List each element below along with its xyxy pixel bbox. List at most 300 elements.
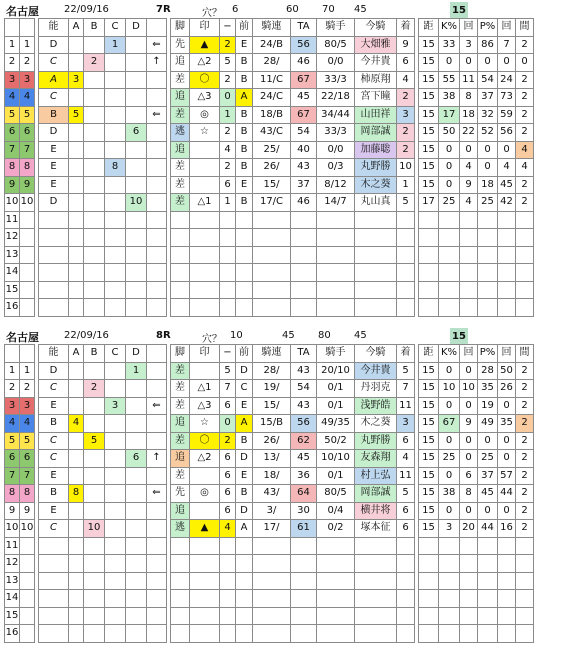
finish-cell	[397, 572, 415, 590]
horse-number-cell: 7	[20, 141, 35, 159]
rank-b-cell: 10	[84, 520, 105, 538]
header-cell-rank-a: A	[69, 19, 84, 37]
ta-score-cell: 43	[291, 362, 317, 380]
jockey-combo-cell: 17/C	[253, 194, 291, 212]
minus-cell	[220, 537, 236, 555]
previous-cell: A	[236, 520, 253, 538]
horse-number-cell	[20, 590, 35, 608]
ta-score-cell	[291, 299, 317, 317]
header-cell-jockey-stats: 騎手	[317, 345, 355, 363]
rating-cell: E	[39, 176, 69, 194]
trend-arrow-cell	[147, 194, 167, 212]
p-percent-cell	[478, 211, 498, 229]
header-cell-minus: −	[220, 19, 236, 37]
finish-cell: 5	[397, 485, 415, 503]
post-number-cell: 13	[5, 572, 20, 590]
p-percent-cell: 18	[478, 176, 498, 194]
previous-cell	[236, 281, 253, 299]
p-percent-cell	[478, 572, 498, 590]
rank-c-cell	[105, 450, 126, 468]
finish-cell: 7	[397, 380, 415, 398]
horse-number-cell: 5	[20, 106, 35, 124]
previous-cell: B	[236, 106, 253, 124]
rank-c-cell	[105, 362, 126, 380]
interval-cell: 0	[516, 54, 534, 72]
horse-number-cell: 4	[20, 415, 35, 433]
trend-arrow-cell	[147, 71, 167, 89]
interval-cell	[516, 625, 534, 643]
rank-d-cell	[126, 572, 147, 590]
k-percent-cell: 67	[439, 415, 460, 433]
header-cell-mark: 印	[190, 345, 220, 363]
post-number-cell: 3	[5, 71, 20, 89]
rank-a-cell	[69, 380, 84, 398]
horse-row	[5, 264, 534, 282]
minus-cell: 2	[220, 36, 236, 54]
p-percent-cell: 37	[478, 467, 498, 485]
jockey-combo-cell	[253, 299, 291, 317]
header-cell-p-percent: P%	[478, 345, 498, 363]
rating-cell: C	[39, 450, 69, 468]
finish-cell: 3	[397, 415, 415, 433]
running-style-cell: 差	[171, 176, 190, 194]
k-percent-cell: 0	[439, 432, 460, 450]
header-cell-horse-number	[20, 345, 35, 363]
running-style-cell	[171, 607, 190, 625]
running-style-cell: 逃	[171, 124, 190, 142]
jockey-stats-cell	[317, 607, 355, 625]
header-cell-rating: 能	[39, 345, 69, 363]
jockey-combo-cell	[253, 281, 291, 299]
count-2-cell	[498, 281, 516, 299]
p-percent-cell	[478, 555, 498, 573]
header-cell-rank-a: A	[69, 345, 84, 363]
count-2-cell	[498, 246, 516, 264]
distance-cell: 15	[419, 520, 439, 538]
rank-b-cell	[84, 246, 105, 264]
interval-cell	[516, 299, 534, 317]
jockey-name-cell: 岡部誠	[355, 485, 397, 503]
distance-cell: 15	[419, 397, 439, 415]
mark-cell	[190, 362, 220, 380]
trend-arrow-cell	[147, 299, 167, 317]
rank-b-cell	[84, 89, 105, 107]
count-2-cell	[498, 572, 516, 590]
rating-cell: E	[39, 159, 69, 177]
minus-cell	[220, 572, 236, 590]
k-percent-cell: 38	[439, 89, 460, 107]
rank-b-cell	[84, 106, 105, 124]
running-style-cell: 逃	[171, 520, 190, 538]
jockey-stats-cell	[317, 264, 355, 282]
finish-cell: 2	[397, 141, 415, 159]
header-cell-distance: 距	[419, 19, 439, 37]
count-1-cell: 0	[460, 397, 478, 415]
rating-cell	[39, 246, 69, 264]
ana-label: 穴？	[202, 8, 222, 19]
previous-cell: B	[236, 485, 253, 503]
jockey-combo-cell: 3/	[253, 502, 291, 520]
distance-cell: 15	[419, 71, 439, 89]
ta-score-cell: 46	[291, 194, 317, 212]
distance-cell	[419, 590, 439, 608]
header-cell-jockey-name: 今騎	[355, 345, 397, 363]
post-number-cell: 16	[5, 625, 20, 643]
distance-cell: 15	[419, 159, 439, 177]
header-value-3: 45	[354, 4, 367, 15]
finish-cell	[397, 281, 415, 299]
count-1-cell	[460, 281, 478, 299]
count-1-cell	[460, 607, 478, 625]
k-percent-cell	[439, 246, 460, 264]
rank-d-cell	[126, 264, 147, 282]
minus-cell: 2	[220, 432, 236, 450]
ta-score-cell: 40	[291, 141, 317, 159]
post-number-cell: 8	[5, 485, 20, 503]
horse-number-cell: 2	[20, 54, 35, 72]
rank-b-cell	[84, 537, 105, 555]
k-percent-cell	[439, 555, 460, 573]
rating-cell: E	[39, 397, 69, 415]
interval-cell: 2	[516, 362, 534, 380]
rank-c-cell	[105, 246, 126, 264]
header-value-2: 70	[322, 4, 335, 15]
post-number-cell: 10	[5, 520, 20, 538]
count-2-cell	[498, 607, 516, 625]
rank-c-cell	[105, 572, 126, 590]
horse-row	[5, 176, 534, 194]
trend-arrow-cell	[147, 176, 167, 194]
ta-score-cell: 62	[291, 432, 317, 450]
count-2-cell: 0	[498, 432, 516, 450]
horse-number-cell: 7	[20, 467, 35, 485]
rating-cell	[39, 264, 69, 282]
mark-cell: 〇	[190, 432, 220, 450]
rank-a-cell	[69, 397, 84, 415]
p-percent-cell: 32	[478, 106, 498, 124]
rank-a-cell	[69, 264, 84, 282]
interval-cell: 2	[516, 176, 534, 194]
jockey-name-cell: 今井貴	[355, 362, 397, 380]
finish-cell: 3	[397, 106, 415, 124]
running-style-cell	[171, 299, 190, 317]
rank-d-cell	[126, 54, 147, 72]
horse-number-cell: 5	[20, 432, 35, 450]
jockey-combo-cell: 11/C	[253, 71, 291, 89]
count-2-cell: 0	[498, 141, 516, 159]
distance-cell	[419, 281, 439, 299]
count-2-cell: 57	[498, 467, 516, 485]
rating-cell	[39, 572, 69, 590]
jockey-stats-cell: 50/2	[317, 432, 355, 450]
rating-cell: C	[39, 89, 69, 107]
header-cell-finish: 着	[397, 345, 415, 363]
minus-cell: 2	[220, 159, 236, 177]
trend-arrow-cell	[147, 89, 167, 107]
header-cell-rank-b: B	[84, 19, 105, 37]
header-cell-finish: 着	[397, 19, 415, 37]
ta-score-cell	[291, 281, 317, 299]
interval-cell	[516, 572, 534, 590]
jockey-name-cell	[355, 264, 397, 282]
finish-cell	[397, 246, 415, 264]
mark-cell	[190, 467, 220, 485]
rank-b-cell	[84, 299, 105, 317]
interval-cell: 2	[516, 432, 534, 450]
minus-cell: 6	[220, 176, 236, 194]
horse-row	[5, 467, 534, 485]
mark-cell	[190, 537, 220, 555]
finish-cell: 2	[397, 89, 415, 107]
running-style-cell: 差	[171, 71, 190, 89]
finish-cell: 11	[397, 397, 415, 415]
interval-cell	[516, 211, 534, 229]
jockey-combo-cell: 15/B	[253, 415, 291, 433]
rating-cell: C	[39, 380, 69, 398]
distance-cell: 15	[419, 432, 439, 450]
horse-row	[5, 281, 534, 299]
ana-value: 10	[230, 330, 243, 341]
jockey-name-cell: 木之葵	[355, 415, 397, 433]
running-style-cell: 差	[171, 397, 190, 415]
count-1-cell: 8	[460, 89, 478, 107]
post-number-cell: 7	[5, 141, 20, 159]
rank-c-cell	[105, 467, 126, 485]
horse-row	[5, 590, 534, 608]
distance-cell	[419, 264, 439, 282]
horse-row	[5, 194, 534, 212]
rank-b-cell	[84, 572, 105, 590]
horse-number-cell: 3	[20, 71, 35, 89]
previous-cell: B	[236, 159, 253, 177]
horse-number-cell	[20, 555, 35, 573]
post-number-cell: 4	[5, 89, 20, 107]
horse-row	[5, 537, 534, 555]
mark-cell: 〇	[190, 71, 220, 89]
rank-d-cell	[126, 141, 147, 159]
distance-cell: 15	[419, 106, 439, 124]
previous-cell: A	[236, 415, 253, 433]
interval-cell	[516, 229, 534, 247]
jockey-name-cell: 丹羽克	[355, 380, 397, 398]
count-1-cell: 0	[460, 432, 478, 450]
rank-a-cell	[69, 607, 84, 625]
previous-cell: D	[236, 362, 253, 380]
rank-d-cell	[126, 36, 147, 54]
header-cell-rank-d: D	[126, 19, 147, 37]
rating-cell: D	[39, 194, 69, 212]
rank-c-cell	[105, 176, 126, 194]
mark-cell	[190, 176, 220, 194]
minus-cell: 6	[220, 485, 236, 503]
rank-b-cell	[84, 194, 105, 212]
header-row	[5, 19, 534, 37]
rank-d-cell	[126, 485, 147, 503]
minus-cell: 4	[220, 141, 236, 159]
finish-cell: 5	[397, 362, 415, 380]
horse-number-cell: 6	[20, 124, 35, 142]
finish-cell	[397, 607, 415, 625]
distance-cell	[419, 537, 439, 555]
p-percent-cell	[478, 625, 498, 643]
ta-score-cell	[291, 572, 317, 590]
post-number-cell: 5	[5, 432, 20, 450]
running-style-cell: 先	[171, 485, 190, 503]
rating-cell	[39, 281, 69, 299]
jockey-combo-cell: 43/	[253, 485, 291, 503]
horse-number-cell: 1	[20, 36, 35, 54]
previous-cell: E	[236, 36, 253, 54]
previous-cell: A	[236, 89, 253, 107]
ta-score-cell: 36	[291, 467, 317, 485]
rank-a-cell	[69, 520, 84, 538]
rank-c-cell: 8	[105, 159, 126, 177]
horse-number-cell	[20, 229, 35, 247]
horse-number-cell: 10	[20, 520, 35, 538]
rank-a-cell: 3	[69, 71, 84, 89]
jockey-combo-cell: 18/	[253, 467, 291, 485]
rank-d-cell	[126, 415, 147, 433]
running-style-cell: 追	[171, 141, 190, 159]
p-percent-cell	[478, 607, 498, 625]
previous-cell	[236, 572, 253, 590]
minus-cell: 5	[220, 362, 236, 380]
rank-b-cell	[84, 485, 105, 503]
jockey-combo-cell: 15/	[253, 176, 291, 194]
race-date: 22/09/16	[64, 330, 109, 341]
count-1-cell	[460, 590, 478, 608]
minus-cell: 6	[220, 467, 236, 485]
jockey-combo-cell: 15/	[253, 397, 291, 415]
rating-cell: C	[39, 432, 69, 450]
mark-cell: ◎	[190, 485, 220, 503]
count-1-cell: 10	[460, 380, 478, 398]
jockey-name-cell: 岡部誠	[355, 124, 397, 142]
running-style-cell	[171, 246, 190, 264]
rank-b-cell	[84, 502, 105, 520]
mark-cell	[190, 246, 220, 264]
mark-cell	[190, 264, 220, 282]
count-1-cell: 3	[460, 36, 478, 54]
rank-c-cell	[105, 555, 126, 573]
p-percent-cell: 49	[478, 415, 498, 433]
rank-c-cell: 3	[105, 397, 126, 415]
interval-cell: 2	[516, 450, 534, 468]
horse-number-cell: 9	[20, 502, 35, 520]
rank-d-cell	[126, 176, 147, 194]
k-percent-cell	[439, 572, 460, 590]
jockey-stats-cell: 80/5	[317, 36, 355, 54]
distance-cell	[419, 229, 439, 247]
mark-cell: △1	[190, 380, 220, 398]
p-percent-cell: 0	[478, 141, 498, 159]
race-header	[4, 328, 574, 345]
distance-cell: 17	[419, 194, 439, 212]
count-2-cell	[498, 299, 516, 317]
race-number: 8R	[156, 330, 171, 341]
post-number-cell: 3	[5, 397, 20, 415]
minus-cell	[220, 246, 236, 264]
distance-label: 15	[450, 2, 468, 19]
interval-cell: 2	[516, 124, 534, 142]
ta-score-cell: 46	[291, 54, 317, 72]
count-1-cell: 4	[460, 159, 478, 177]
minus-cell	[220, 607, 236, 625]
count-2-cell	[498, 229, 516, 247]
finish-cell: 5	[397, 194, 415, 212]
rank-a-cell	[69, 246, 84, 264]
jockey-combo-cell: 17/	[253, 520, 291, 538]
k-percent-cell: 0	[439, 176, 460, 194]
running-style-cell: 追	[171, 415, 190, 433]
post-number-cell: 4	[5, 415, 20, 433]
jockey-name-cell	[355, 537, 397, 555]
rank-a-cell	[69, 54, 84, 72]
horse-row	[5, 36, 534, 54]
horse-row	[5, 246, 534, 264]
distance-cell: 15	[419, 54, 439, 72]
rank-b-cell	[84, 71, 105, 89]
count-2-cell	[498, 264, 516, 282]
finish-cell: 9	[397, 36, 415, 54]
header-cell-minus: −	[220, 345, 236, 363]
k-percent-cell: 38	[439, 485, 460, 503]
mark-cell	[190, 229, 220, 247]
horse-row	[5, 432, 534, 450]
running-style-cell: 差	[171, 467, 190, 485]
running-style-cell: 追	[171, 89, 190, 107]
minus-cell	[220, 264, 236, 282]
trend-arrow-cell	[147, 141, 167, 159]
k-percent-cell	[439, 625, 460, 643]
horse-number-cell	[20, 572, 35, 590]
jockey-combo-cell: 28/	[253, 54, 291, 72]
jockey-stats-cell: 0/0	[317, 54, 355, 72]
count-2-cell: 24	[498, 71, 516, 89]
finish-cell	[397, 229, 415, 247]
trend-arrow-cell: ↑	[147, 54, 167, 72]
horse-row	[5, 106, 534, 124]
trend-arrow-cell	[147, 159, 167, 177]
running-style-cell	[171, 590, 190, 608]
jockey-combo-cell	[253, 572, 291, 590]
jockey-stats-cell	[317, 211, 355, 229]
jockey-combo-cell	[253, 625, 291, 643]
horse-number-cell	[20, 607, 35, 625]
rank-b-cell	[84, 450, 105, 468]
header-cell-k-percent: K%	[439, 19, 460, 37]
trend-arrow-cell	[147, 211, 167, 229]
ta-score-cell: 45	[291, 450, 317, 468]
jockey-stats-cell: 0/2	[317, 520, 355, 538]
jockey-stats-cell: 49/35	[317, 415, 355, 433]
count-2-cell: 59	[498, 106, 516, 124]
count-2-cell: 0	[498, 450, 516, 468]
p-percent-cell: 35	[478, 380, 498, 398]
p-percent-cell: 25	[478, 194, 498, 212]
previous-cell	[236, 555, 253, 573]
finish-cell: 2	[397, 124, 415, 142]
jockey-name-cell: 木之葵	[355, 176, 397, 194]
jockey-stats-cell: 34/44	[317, 106, 355, 124]
jockey-stats-cell	[317, 537, 355, 555]
finish-cell: 1	[397, 176, 415, 194]
rating-cell: E	[39, 467, 69, 485]
horse-row	[5, 380, 534, 398]
rank-d-cell: 6	[126, 124, 147, 142]
trend-arrow-cell	[147, 467, 167, 485]
k-percent-cell: 0	[439, 141, 460, 159]
